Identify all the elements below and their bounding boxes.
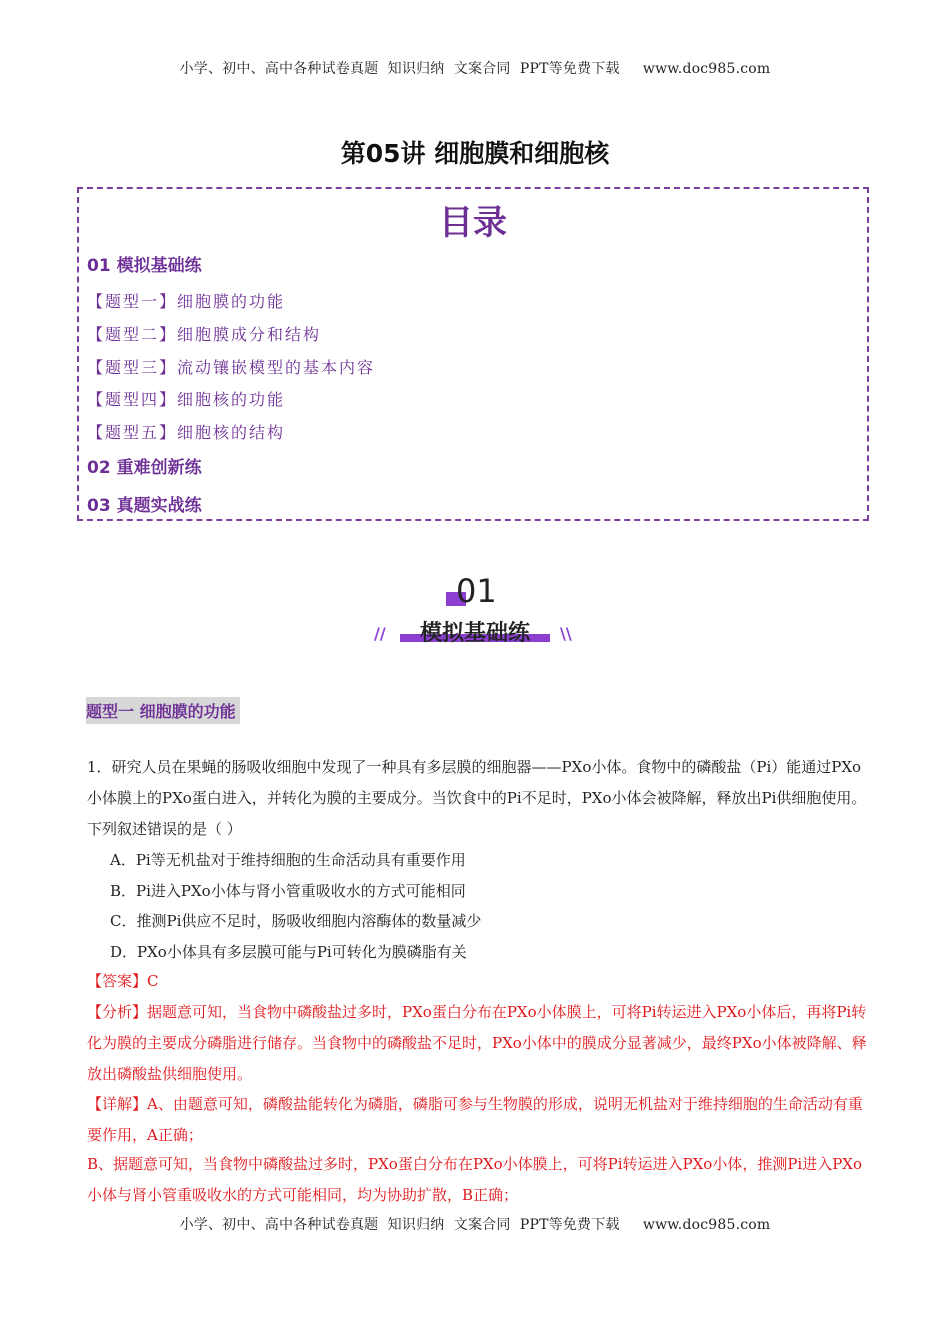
toc-item-3[interactable]: 【题型三】流动镶嵌模型的基本内容 bbox=[87, 358, 376, 377]
page-header: 小学、初中、高中各种试卷真题 知识归纳 文案合同 PPT等免费下载 www.doc985.com bbox=[179, 61, 771, 77]
toc-item-5[interactable]: 【题型五】细胞核的结构 bbox=[87, 423, 286, 442]
answer: 【答案】C bbox=[87, 972, 159, 990]
detail-a-text: A、由题意可知，磷酸盐能转化为磷脂，磷脂可参与生物膜的形成，说明无机盐对于维持细胞的生命活动有重要作用，A正确； bbox=[87, 1095, 863, 1144]
section-badge bbox=[370, 572, 580, 652]
badge-right-mark: \\ bbox=[560, 624, 572, 643]
toc-item-4[interactable]: 【题型四】细胞核的功能 bbox=[87, 390, 286, 409]
badge-label: 模拟基础练 bbox=[419, 621, 530, 646]
toc-heading: 目录 bbox=[439, 203, 507, 243]
option-c: C．推测Pi供应不足时，肠吸收细胞内溶酶体的数量减少 bbox=[110, 912, 482, 930]
option-d: D．PXo小体具有多层膜可能与Pi可转化为膜磷脂有关 bbox=[110, 943, 467, 961]
toc-section-1[interactable]: 01 模拟基础练 bbox=[87, 256, 202, 276]
table-of-contents bbox=[77, 187, 869, 521]
detail bbox=[87, 1089, 869, 1151]
toc-section-3[interactable]: 03 真题实战练 bbox=[87, 496, 202, 516]
detail-tag: 【详解】 bbox=[87, 1095, 148, 1113]
toc-item-1[interactable]: 【题型一】细胞膜的功能 bbox=[87, 292, 286, 311]
page-title: 第05讲 细胞膜和细胞核 bbox=[340, 139, 610, 168]
page-footer: 小学、初中、高中各种试卷真题 知识归纳 文案合同 PPT等免费下载 www.doc985.com bbox=[179, 1217, 771, 1233]
analysis bbox=[87, 997, 869, 1090]
analysis-tag: 【分析】 bbox=[87, 1003, 148, 1021]
question-stem: 1．研究人员在果蝇的肠吸收细胞中发现了一种具有多层膜的细胞器——PXo小体。食物中的磷酸盐（Pi）能通过PXo小体膜上的PXo蛋白进入，并转化为膜的主要成分。当饮食中的Pi不足时，PXo小体会被降解，释放出Pi供细胞使用。下列叙述错误的是（ ） bbox=[87, 758, 867, 838]
toc-item-2[interactable]: 【题型二】细胞膜成分和结构 bbox=[87, 325, 322, 344]
analysis-text: 据题意可知，当食物中磷酸盐过多时，PXo蛋白分布在PXo小体膜上，可将Pi转运进入PXo小体后，再将Pi转化为膜的主要成分磷脂进行储存。当食物中的磷酸盐不足时，PXo小体中的膜成分显著减少，最终PXo小体被降解、释放出磷酸盐供细胞使用。 bbox=[87, 1003, 867, 1083]
badge-left-mark: // bbox=[374, 624, 386, 643]
toc-section-2[interactable]: 02 重难创新练 bbox=[87, 458, 202, 478]
detail-b: B、据题意可知，当食物中磷酸盐过多时，PXo蛋白分布在PXo小体膜上，可将Pi转运进入PXo小体，推测Pi进入PXo小体与肾小管重吸收水的方式可能相同，均为协助扩散，B正确； bbox=[87, 1155, 863, 1204]
question-type-heading: 题型一 细胞膜的功能 bbox=[86, 697, 240, 724]
option-a: A．Pi等无机盐对于维持细胞的生命活动具有重要作用 bbox=[110, 851, 466, 869]
option-b: B．Pi进入PXo小体与肾小管重吸收水的方式可能相同 bbox=[110, 882, 466, 900]
badge-number: 01 bbox=[456, 572, 497, 610]
